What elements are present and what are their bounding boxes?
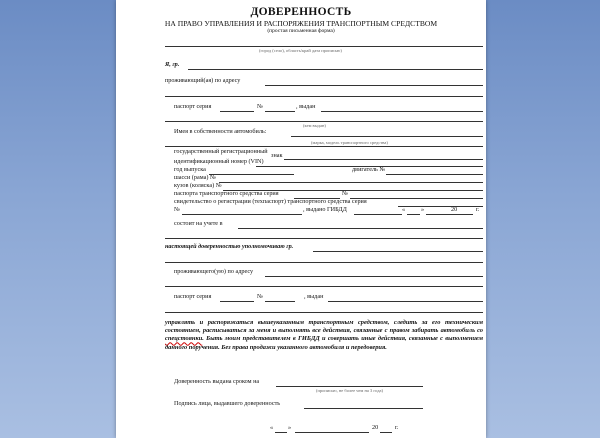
grantor-line [188,69,483,70]
registered-line-2 [165,238,483,239]
model-line [165,146,483,147]
trustee-issued-label: , выдан [304,293,324,300]
engine-label: двигатель № [352,166,386,173]
document-subtitle: НА ПРАВО УПРАВЛЕНИЯ И РАСПОРЯЖЕНИЯ ТРАНСПОРТНЫМ СРЕДСТВОМ [164,19,438,28]
trustee-line [313,251,483,252]
grantor-passport-number-label: № [257,103,263,110]
date-year-prefix: 20 [372,424,379,431]
trustee-issued-line-2 [165,312,483,313]
grantor-address-line [265,85,483,86]
validity-hint: (прописью, не более чем на 3 года) [316,388,384,393]
grantor-address-line-2 [165,96,483,97]
sts-year-prefix: 20 [451,206,458,213]
date-year-line [380,432,392,433]
model-hint: (марка, модель транспортного средства) [311,140,388,145]
grantor-issued-label: , выдан [296,103,316,110]
sts-number-label: № [174,206,180,213]
validity-line [276,386,423,387]
state-reg-label-2: знак [271,152,283,159]
year-line [209,174,294,175]
issued-hint: (кем выдан) [303,123,326,128]
trustee-passport-number-label: № [257,293,263,300]
date-month-line [295,432,369,433]
sts-issued-label: , выдано ГИБДД [303,206,347,213]
grantor-issued-line-2 [165,121,483,122]
body-label: кузов (коляска) № [174,182,222,189]
sts-issued-line [354,214,402,215]
grantor-issued-line [321,111,483,112]
form-kind: (простая письменная форма) [267,28,335,34]
year-label: год выпуска [174,166,206,173]
grantor-address-label: проживающий(ая) по адресу [165,77,241,84]
grantor-passport-number-line [265,111,295,112]
trustee-passport-number-line [265,301,295,302]
grantor-passport-series-line [220,111,254,112]
document-page [116,0,486,438]
signature-label: Подпись лица, выдавшего доверенность [174,400,281,407]
sts-series-line [398,206,483,207]
trustee-passport-label: паспорт серия [174,293,212,300]
registered-label: состоит на учете в [174,220,223,227]
sts-quote-open: « [402,206,406,213]
signature-line [304,408,423,409]
trustee-line-2 [165,262,483,263]
validity-label: Доверенность выдана сроком на [174,378,260,385]
date-day-line [275,432,287,433]
trustee-address-line [265,276,483,277]
sts-day-line [407,214,420,215]
trustee-address-line-2 [165,286,483,287]
owner-label: Имея в собственности автомобиль: [174,128,267,135]
date-quote-open: « [270,424,274,431]
sts-label: свидетельство о регистрации (техпаспорт) транспортного средства серия [174,198,367,205]
chassis-label: шасси (рама) № [174,174,216,181]
pts-number-line [350,198,483,199]
trustee-label: настоящей доверенностью уполномочиваю гр. [165,243,294,250]
trustee-address-label: проживающего(ую) по адресу [174,268,254,275]
owner-line [291,136,483,137]
engine-line [386,174,483,175]
pts-number-label: № [342,190,348,197]
authority-paragraph [165,319,483,352]
document-title: ДОВЕРЕННОСТЬ [250,6,352,18]
date-quote-close: » [288,424,292,431]
trustee-passport-series-line [220,301,254,302]
pts-label: паспорта транспортного средства серия [174,190,279,197]
sts-year-suffix: г. [476,206,480,213]
state-reg-label-1: государственный регистрационный [174,148,268,155]
chassis-line [219,182,483,183]
authority-text-underlined: спецстоянки [165,335,203,343]
sts-quote-close: » [421,206,425,213]
sts-year-line [459,214,473,215]
grantor-passport-label: паспорт серия [174,103,212,110]
registered-line [238,228,483,229]
grantor-label: Я, гр. [165,61,180,68]
place-date-hint: (город (село), область/край дата прописью) [259,48,342,53]
vin-label: идентификационный номер (VIN) [174,158,264,165]
place-date-line [165,46,483,47]
authority-text-before: управлять и распоряжаться вышеуказанным транспортным средством, следить за его техническим состоянием, расписываться за меня и выполнять все действия, связанные с правом забирать автомобиль со [165,319,483,335]
trustee-issued-line [328,301,483,302]
sts-number-line [182,214,302,215]
state-reg-line [284,159,483,160]
date-year-suffix: г. [395,424,399,431]
authority-text-after: . Быть моим представителем в ГИБДД и совершать иные действия, связанные с выполнением данного поручения. Без права продажи указанного автомобиля и передоверия. [165,335,483,351]
